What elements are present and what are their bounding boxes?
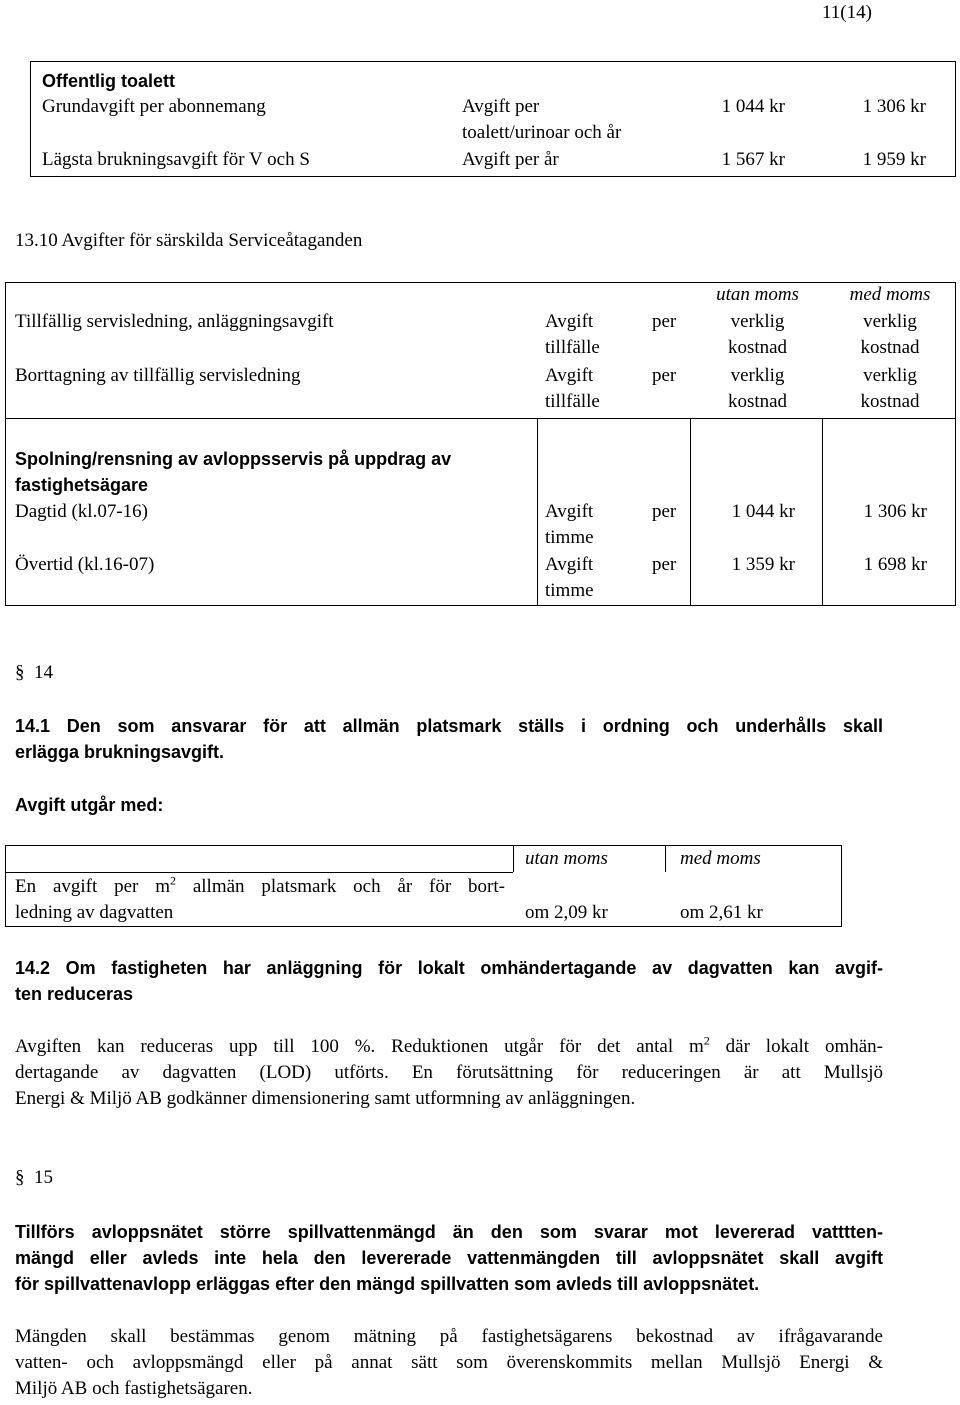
row-incl-vat: verklig — [863, 365, 917, 386]
row-unit: Avgift — [545, 365, 594, 386]
table-divider — [690, 418, 691, 606]
row-excl-vat: om 2,09 kr — [525, 902, 608, 923]
row-unit-per: per — [652, 554, 677, 575]
table-subheading: Spolning/rensning av avloppsservis på uppdrag av — [15, 449, 452, 469]
table-subheading-cont: fastighetsägare — [15, 475, 149, 495]
row-label: Borttagning av tillfällig servisledning — [15, 365, 301, 386]
table-divider — [537, 418, 538, 606]
table-divider — [513, 845, 514, 872]
superscript: 2 — [170, 873, 176, 888]
paragraph-14-2: 14.2 Om fastigheten har anläggning för lokalt omhändertagande av dagvatten kan avgif- — [15, 958, 883, 978]
row-label-cont: ledning av dagvatten — [15, 902, 174, 923]
bold-paragraph-line: Tillförs avloppsnätet större spillvattenmängd än den som svarar mot levererad vatttten- — [15, 1222, 883, 1242]
body-text-part: där lokalt omhän- — [709, 1036, 883, 1057]
body-text-line — [15, 1034, 883, 1060]
row-unit-cont: timme — [545, 527, 594, 548]
section-number: 14 — [34, 662, 53, 683]
row-incl-vat: 1 959 kr — [862, 149, 926, 170]
row-excl-vat: 1 044 kr — [721, 96, 785, 117]
header-excl-vat: utan moms — [716, 284, 799, 305]
row-excl-vat-cont: kostnad — [727, 391, 788, 412]
row-label: Lägsta brukningsavgift för V och S — [42, 149, 310, 170]
page-number: 11(14) — [822, 2, 872, 23]
row-incl-vat: 1 306 kr — [863, 501, 927, 522]
section-number: 15 — [34, 1167, 53, 1188]
table-divider — [822, 418, 823, 606]
body-text-line: Energi & Miljö AB godkänner dimensionering samt utformning av anläggningen. — [15, 1088, 636, 1109]
row-unit: Avgift per — [462, 96, 540, 117]
row-unit: Avgift — [545, 311, 594, 332]
row-label: Tillfällig servisledning, anläggningsavgift — [15, 311, 334, 332]
avgift-utgar-label: Avgift utgår med: — [15, 795, 164, 815]
row-unit: Avgift — [545, 554, 594, 575]
row-label-part: En avgift per m — [15, 876, 170, 897]
table-divider — [5, 872, 513, 873]
row-unit: Avgift per år — [462, 149, 559, 170]
bold-paragraph-line: för spillvattenavlopp erläggas efter den mängd spillvatten som avleds till avloppsnätet. — [15, 1274, 760, 1294]
row-unit-per: per — [652, 501, 677, 522]
body-text-part: Avgiften kan reduceras upp till 100 %. Reduktionen utgår för det antal m — [15, 1036, 704, 1057]
row-label: Grundavgift per abonnemang — [42, 96, 266, 117]
row-unit-cont: toalett/urinoar och år — [462, 122, 622, 143]
row-excl-vat: 1 044 kr — [731, 501, 795, 522]
row-label: Dagtid (kl.07-16) — [15, 501, 148, 522]
table-divider — [665, 845, 666, 872]
paragraph-14-2-cont: ten reduceras — [15, 984, 134, 1004]
row-incl-vat: om 2,61 kr — [680, 902, 763, 923]
section-symbol: § — [15, 662, 25, 683]
table-title: Offentlig toalett — [42, 71, 175, 91]
bold-paragraph-line: mängd eller avleds inte hela den levererade vattenmängden till avloppsnätet skall avgift — [15, 1248, 883, 1268]
row-unit-per: per — [652, 365, 677, 386]
header-incl-vat: med moms — [849, 284, 931, 305]
body-text-line: vatten- och avloppsmängd eller på annat sätt som överenskommits mellan Mullsjö Energi & — [15, 1352, 883, 1373]
section-symbol: § — [15, 1167, 25, 1188]
row-label: Övertid (kl.16-07) — [15, 554, 155, 575]
table-divider — [5, 418, 956, 419]
row-unit-per: per — [652, 311, 677, 332]
row-incl-vat-cont: kostnad — [860, 391, 920, 412]
row-excl-vat-cont: kostnad — [727, 337, 788, 358]
row-unit-cont: tillfälle — [545, 391, 600, 412]
row-label — [15, 874, 505, 900]
row-excl-vat: 1 567 kr — [721, 149, 785, 170]
row-unit-cont: timme — [545, 580, 594, 601]
row-excl-vat: 1 359 kr — [731, 554, 795, 575]
section-heading: 13.10 Avgifter för särskilda Serviceåtaganden — [15, 230, 363, 251]
row-incl-vat: verklig — [863, 311, 917, 332]
row-label-part: allmän platsmark och år för bort- — [176, 876, 505, 897]
header-incl-vat: med moms — [680, 848, 761, 869]
body-text-line: Mängden skall bestämmas genom mätning på fastighetsägarens bekostnad av ifrågavarande — [15, 1326, 883, 1347]
paragraph-14-1: 14.1 Den som ansvarar för att allmän platsmark ställs i ordning och underhålls skall — [15, 716, 883, 736]
row-incl-vat: 1 698 kr — [863, 554, 927, 575]
body-text-line: dertagande av dagvatten (LOD) utförts. En förutsättning för reduceringen är att Mullsjö — [15, 1062, 883, 1083]
header-excl-vat: utan moms — [525, 848, 608, 869]
row-incl-vat-cont: kostnad — [860, 337, 920, 358]
row-excl-vat: verklig — [730, 311, 785, 332]
superscript: 2 — [703, 1033, 710, 1048]
row-incl-vat: 1 306 kr — [862, 96, 926, 117]
paragraph-14-1-cont: erlägga brukningsavgift. — [15, 742, 225, 762]
row-unit: Avgift — [545, 501, 594, 522]
row-unit-cont: tillfälle — [545, 337, 600, 358]
body-text-line: Miljö AB och fastighetsägaren. — [15, 1378, 253, 1399]
row-excl-vat: verklig — [730, 365, 785, 386]
